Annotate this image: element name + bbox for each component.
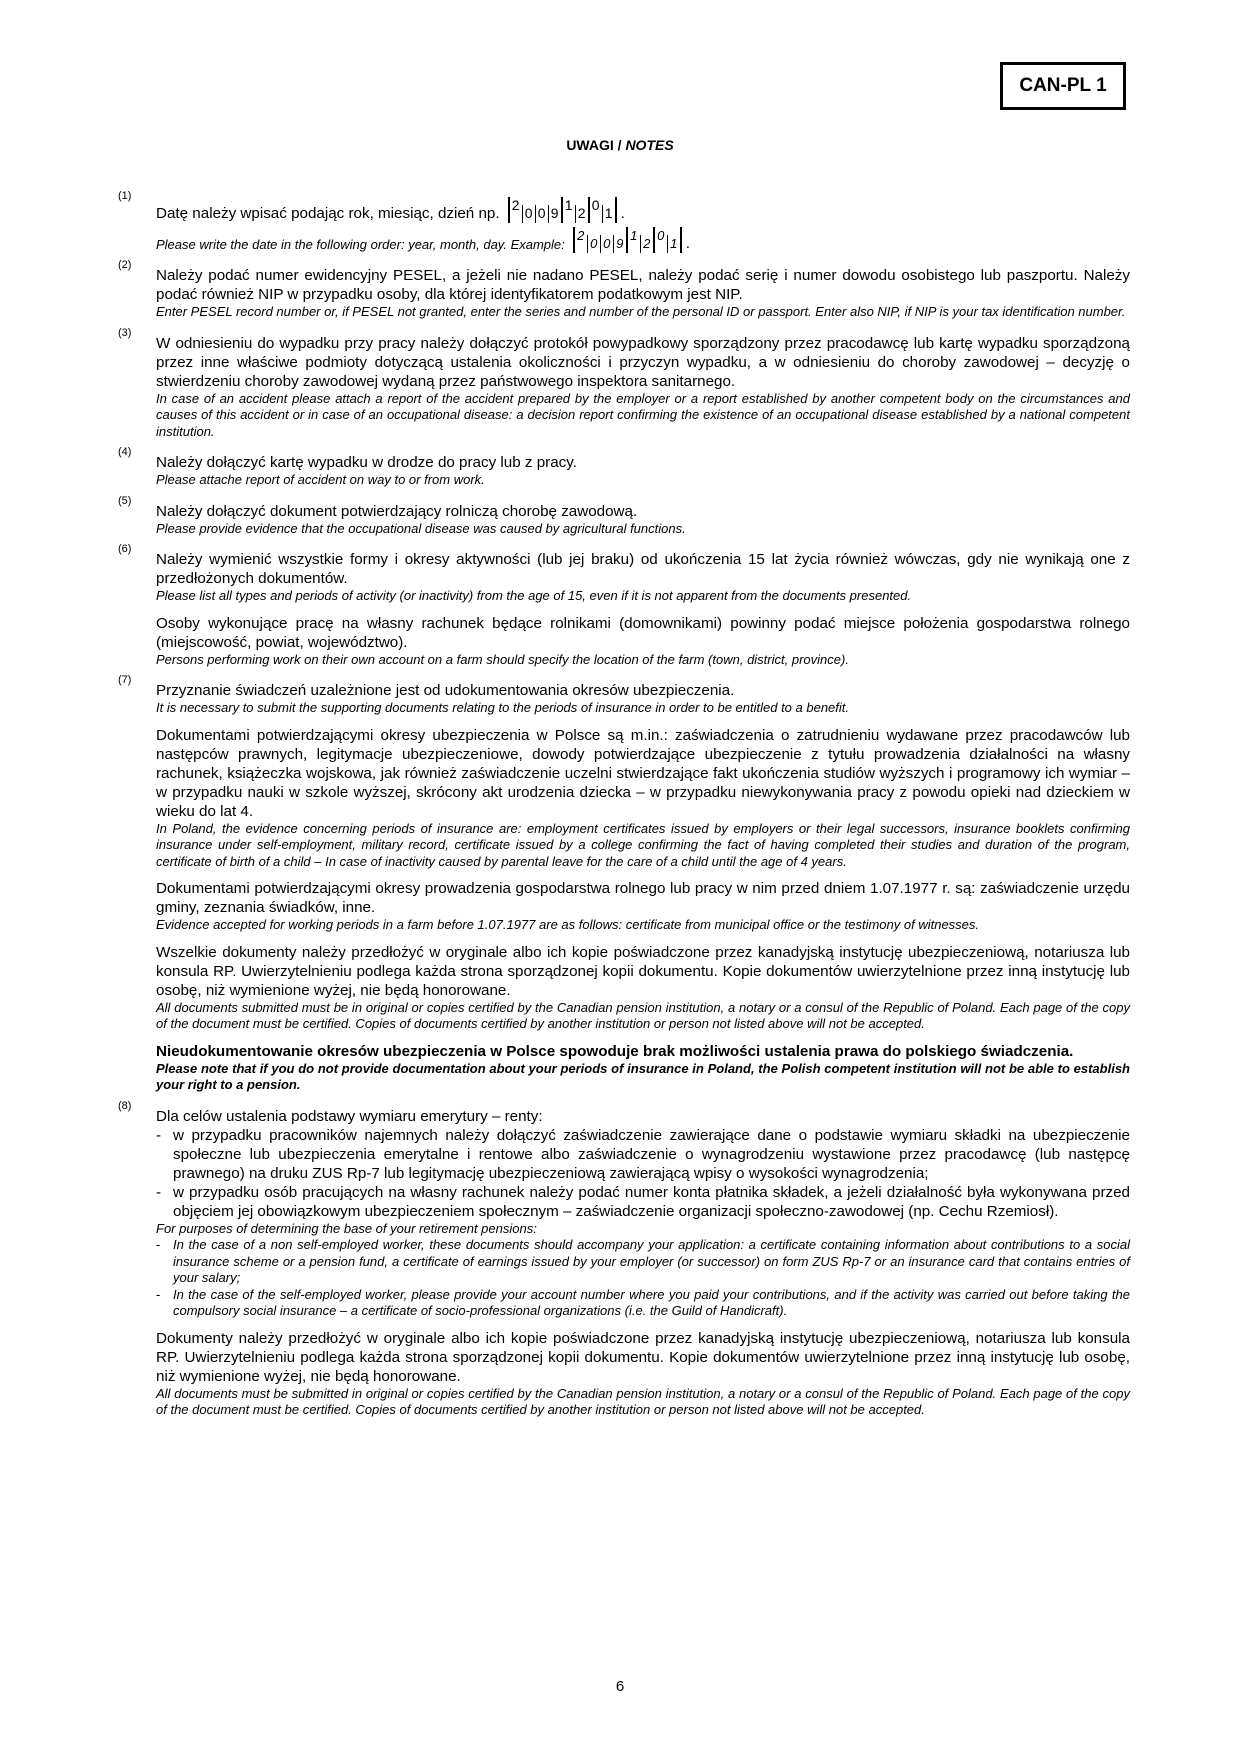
date-digit: 2 xyxy=(508,197,522,223)
note-text-en: Please attache report of accident on way to or from work. xyxy=(156,472,485,487)
date-digit: 1 xyxy=(602,205,615,223)
note-7 xyxy=(118,674,1130,1094)
note-text-en: Please provide evidence that the occupational disease was caused by agricultural functions. xyxy=(156,520,686,536)
title-pl: UWAGI / xyxy=(566,137,626,153)
note-text-pl: Dokumenty należy przedłożyć w oryginale albo ich kopie poświadczone przez kanadyjską instytucję ubezpieczeniową, notariusza lub konsula RP. Uwierzytelnieniu podlega każda strona sporządzonej kopii dokumentu. Kopie dokumentów uwierzytelnione przez inną instytucję lub osobę, niż wymienione wyżej, nie będą honorowane. xyxy=(156,1329,1130,1385)
note-2 xyxy=(118,259,1130,321)
note-text-pl: Dokumentami potwierdzającymi okresy prowadzenia gospodarstwa rolnego lub pracy w nim przed dniem 1.07.1977 r. są: zaświadczenie urzędu gminy, zeznania świadków, inne. xyxy=(156,880,1130,916)
note-text-en: Persons performing work on their own account on a farm should specify the location of the farm (town, district, province). xyxy=(156,651,849,667)
note-number: (2) xyxy=(118,259,132,271)
warning-text-pl: Nieudokumentowanie okresów ubezpieczenia w Polsce spowoduje brak możliwości ustalenia prawa do polskiego świadczenia. xyxy=(156,1042,1074,1060)
date-digit: 1 xyxy=(626,227,640,253)
note-number: (4) xyxy=(118,446,132,458)
note-text-en: For purposes of determining the base of your retirement pensions: xyxy=(156,1220,537,1236)
note-text-pl: Należy wymienić wszystkie formy i okresy aktywności (lub jej braku) od ukończenia 15 lat życia również wówczas, gdy nie wynikają one z przedłożonych dokumentów. xyxy=(156,551,1130,587)
form-code: CAN-PL 1 xyxy=(1019,75,1107,96)
date-digit: 1 xyxy=(561,197,575,223)
date-digit: 2 xyxy=(573,227,587,253)
list-item: - In the case of the self-employed worker, please provide your account number where you paid your contributions, and if the activity was carried out before taking the compulsory social insurance – a certificate of socio-professional organizations (i.e. the Guild of Handicraft). xyxy=(156,1287,1130,1320)
note-text-pl: Należy podać numer ewidencyjny PESEL, a jeżeli nie nadano PESEL, należy podać serię i numer dowodu osobistego lub paszportu. Należy podać również NIP w przypadku osoby, dla której identyfikatorem podatkowym jest NIP. xyxy=(156,267,1130,303)
date-digit: 0 xyxy=(600,235,613,253)
note-text-en: Enter PESEL record number or, if PESEL not granted, enter the series and number of the personal ID or passport. Enter also NIP, if NIP is your tax identification number. xyxy=(156,304,1126,319)
notes-list xyxy=(118,190,1130,1432)
note-text-en: All documents must be submitted in original or copies certified by the Canadian pension institution, a notary or a consul of the Republic of Poland. Each page of the copy of the document must be certified. Copies of documents certified by another institution or person not listed above will not be accepted. xyxy=(156,1385,1130,1417)
note-text-pl: Należy dołączyć dokument potwierdzający rolniczą chorobę zawodową. xyxy=(156,502,638,520)
date-digit: 0 xyxy=(587,235,600,253)
note-number: (7) xyxy=(118,674,132,686)
note-text-pl: Datę należy wpisać podając rok, miesiąc, dzień np. xyxy=(156,205,500,222)
note-4 xyxy=(118,446,1130,489)
note-text-en: Please list all types and periods of activity (or inactivity) from the age of 15, even if it is not apparent from the documents presented. xyxy=(156,588,912,603)
note-text-pl: Przyznanie świadczeń uzależnione jest od udokumentowania okresów ubezpieczenia. xyxy=(156,682,735,699)
date-example-pl: 2 0 0 9 1 2 0 1 . xyxy=(508,197,625,223)
note-text-pl: Dokumentami potwierdzającymi okresy ubezpieczenia w Polsce są m.in.: zaświadczenia o zatrudnieniu wydawane przez pracodawców lub następców prawnych, legitymacje ubezpieczeniowe, dowody potwierdzające ubezpieczenie z tytułu prowadzenia działalności na własny rachunek, książeczka wojskowa, jak również zaświadczenie uczelni stwierdzające fakt ukończenia studiów wyższych i programowy ich wymiar – w przypadku nauki w szkole wyższej, skrócony akt urodzenia dziecka – w przypadku niewykonywania pracy z powodu opieki nad dzieckiem w wieku do lat 4. xyxy=(156,726,1130,820)
note-text-pl: Dla celów ustalenia podstawy wymiaru emerytury – renty: xyxy=(156,1107,543,1125)
date-digit: 0 xyxy=(588,197,602,223)
note-8 xyxy=(118,1099,1130,1419)
date-digit: 0 xyxy=(535,205,548,223)
note-text-pl: W odniesieniu do wypadku przy pracy należy dołączyć protokół powypadkowy sporządzony przez pracodawcę lub kartę wypadku sporządzoną przez inne właściwe podmioty dotyczącą ustalenia okoliczności i przyczyn wypadku, a w odniesieniu do choroby zawodowej – decyzję o stwierdzeniu choroby zawodowej wydaną przez państwowego inspektora sanitarnego. xyxy=(156,334,1130,390)
warning-text-en: Please note that if you do not provide documentation about your periods of insurance in Poland, the Polish competent institution will not be able to establish your right to a pension. xyxy=(156,1060,1130,1092)
date-digit: 1 xyxy=(667,235,680,253)
note-text-en: All documents submitted must be in original or copies certified by the Canadian pension institution, a notary or a consul of the Republic of Poland. Each page of the copy of the document must be certified. Copies of documents certified by another institution or person not listed above will not be accepted. xyxy=(156,999,1130,1031)
date-digit: 2 xyxy=(575,205,588,223)
note-text-pl: Osoby wykonujące pracę na własny rachunek będące rolnikami (domownikami) powinny podać miejsce położenia gospodarstwa rolnego (miejscowość, powiat, województwo). xyxy=(156,614,1130,651)
list-en xyxy=(156,1237,1130,1320)
note-5 xyxy=(118,494,1130,538)
note-text-pl: Wszelkie dokumenty należy przedłożyć w oryginale albo ich kopie poświadczone przez kanadyjską instytucję ubezpieczeniową, notariusza lub konsula RP. Uwierzytelnieniu podlega każda strona sporządzonej kopii dokumentu. Kopie dokumentów uwierzytelnione przez inną instytucję lub osobę, niż wymienione wyżej, nie będą honorowane. xyxy=(156,943,1130,999)
note-text-en: In Poland, the evidence concerning periods of insurance are: employment certificates issued by employers or their legal successors, insurance booklets confirming insurance under self-employment, military record, certificate issued by a college confirming the fact of having completed their studies and duration of the program, certificate of birth of a child – In case of inactivity caused by parental leave for the care of a child until the age of 4 years. xyxy=(156,820,1130,869)
form-code-box xyxy=(1000,62,1126,110)
list-item: - In the case of a non self-employed worker, these documents should accompany your application: a certificate containing information about contributions to a social insurance scheme or a pension fund, a certificate of earnings issued by your employer (or successor) on form ZUS Rp-7 or an insurance card that contains entries of your salary; xyxy=(156,1237,1130,1287)
date-digit: 0 xyxy=(522,205,535,223)
note-text-pl: Należy dołączyć kartę wypadku w drodze do pracy lub z pracy. xyxy=(156,454,577,471)
note-text-en: Please write the date in the following order: year, month, day. Example: xyxy=(156,236,565,252)
page-number: 6 xyxy=(615,1678,625,1695)
note-text-en: Evidence accepted for working periods in a farm before 1.07.1977 are as follows: certificate from municipal office or the testimony of witnesses. xyxy=(156,917,980,932)
page-title xyxy=(0,137,1240,153)
list-item: - w przypadku pracowników najemnych należy dołączyć zaświadczenie zawierające dane o podstawie wymiaru składki na ubezpieczenie społeczne lub ubezpieczenia emerytalne i rentowe albo zaświadczenie o wynagrodzeniu wystawione przez pracodawcę (lub następcę prawnego) na druku ZUS Rp-7 lub legitymację ubezpieczeniową zawierającą wpisy o wysokości wynagrodzenia; xyxy=(156,1126,1130,1183)
list-item: - w przypadku osób pracujących na własny rachunek należy podać numer konta płatnika składek, a jeżeli działalność była wykonywana przed objęciem jej obowiązkowym ubezpieczeniem społecznym – zaświadczenie organizacji społeczno-zawodowej (np. Cechu Rzemiosł). xyxy=(156,1183,1130,1221)
note-text-en: It is necessary to submit the supporting documents relating to the periods of insurance in order to be entitled to a benefit. xyxy=(156,700,850,715)
note-1 xyxy=(118,190,1130,253)
date-digit: 2 xyxy=(640,235,653,253)
note-6 xyxy=(118,543,1130,668)
note-number: (6) xyxy=(118,543,132,555)
note-number: (8) xyxy=(118,1099,132,1112)
note-3 xyxy=(118,326,1130,441)
note-number: (3) xyxy=(118,326,132,339)
date-digit: 9 xyxy=(548,205,561,223)
title-en: NOTES xyxy=(625,137,674,153)
date-digit: 0 xyxy=(653,227,667,253)
date-example-en: 2 0 0 9 1 2 0 1 . xyxy=(573,227,690,253)
note-number: (5) xyxy=(118,494,132,507)
note-number: (1) xyxy=(118,190,132,202)
list-pl xyxy=(156,1126,1130,1221)
date-digit: 9 xyxy=(613,235,626,253)
note-text-en: In case of an accident please attach a report of the accident prepared by the employer or a report established by another competent body on the circumstances and causes of this accident or in case of an occupational disease: a decision report confirming the existence of an occupational disease established by a national competent institution. xyxy=(156,390,1130,439)
